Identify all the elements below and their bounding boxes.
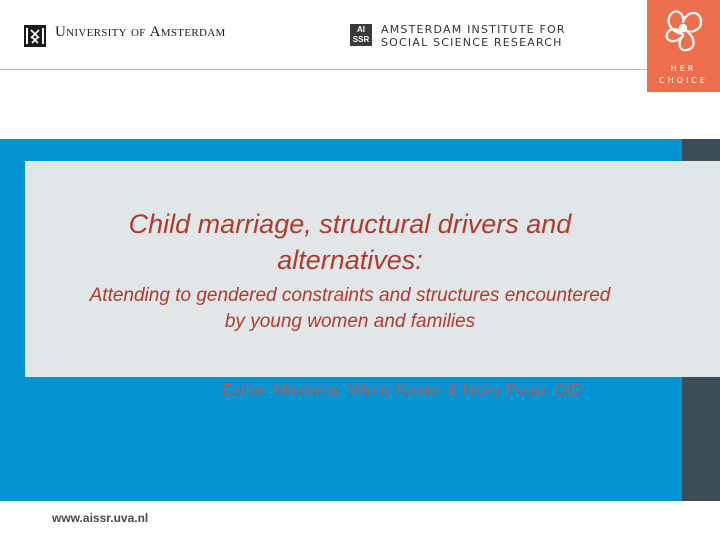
aissr-name: AMSTERDAM INSTITUTE FOR SOCIAL SCIENCE RESEARCH — [381, 23, 566, 49]
aissr-logo-icon: AI SSR — [350, 24, 372, 46]
header-divider — [0, 69, 720, 70]
herchoice-flower-icon — [661, 6, 706, 58]
uva-crest-icon — [24, 25, 46, 47]
herchoice-logo — [647, 0, 720, 92]
slide-authors: Esther Miedema, Winny Koster & Nicky Pouw, GID — [222, 382, 583, 399]
herchoice-label: HER CHOICE — [659, 64, 708, 85]
slide-title: Child marriage, structural drivers and alternatives: — [128, 209, 572, 275]
footer-url[interactable]: www.aissr.uva.nl — [52, 511, 149, 525]
slide-subtitle: Attending to gendered constraints and structures encountered by young women and families — [89, 285, 611, 332]
uva-name: University of Amsterdam — [55, 24, 226, 40]
header — [0, 0, 720, 70]
